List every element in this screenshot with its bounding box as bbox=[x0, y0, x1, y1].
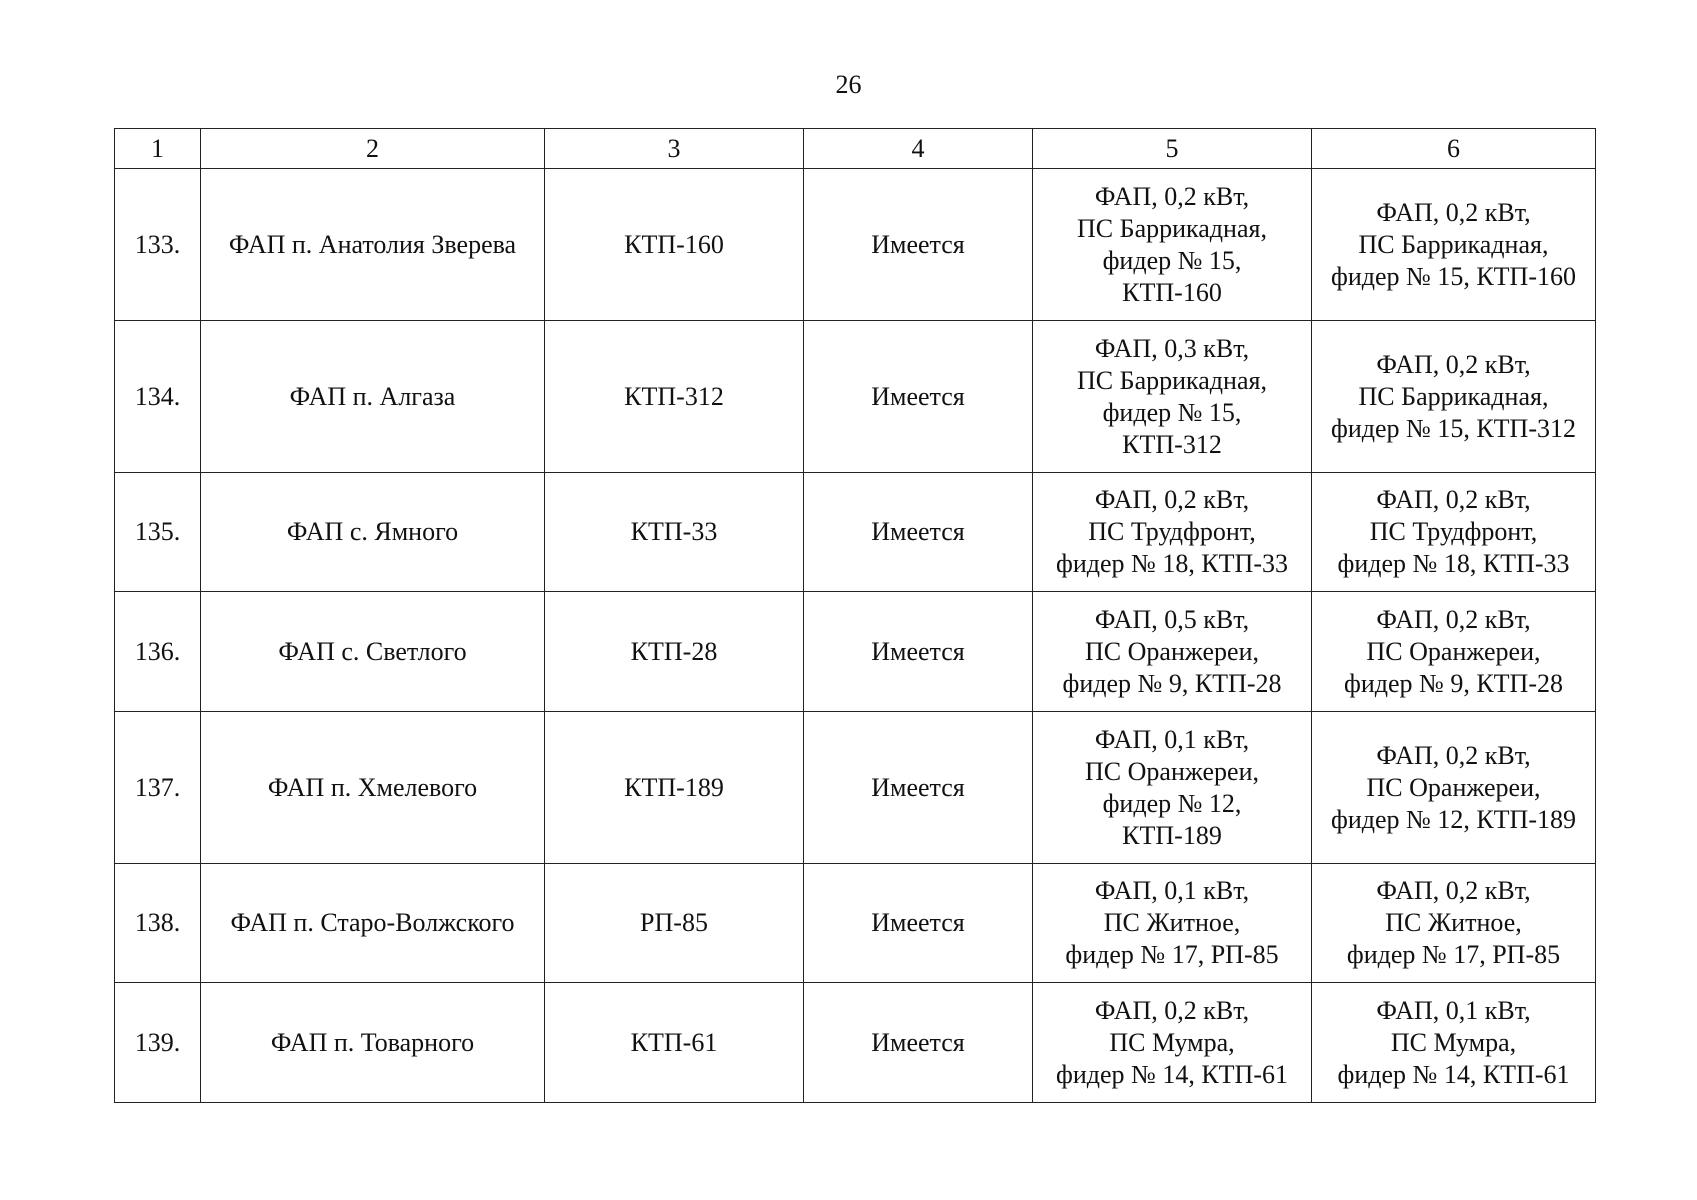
cell-line: КТП-312 bbox=[1122, 429, 1222, 459]
data-table bbox=[114, 128, 1596, 1103]
column-header-1: 1 bbox=[115, 129, 201, 169]
connection-planned bbox=[1312, 983, 1596, 1103]
cell-line: фидер № 15, bbox=[1102, 397, 1242, 427]
cell-line: фидер № 18, КТП-33 bbox=[1056, 549, 1288, 578]
row-number: 139. bbox=[115, 983, 201, 1103]
cell-line: ФАП, 0,2 кВт, bbox=[1376, 740, 1531, 770]
cell-line: ФАП, 0,3 кВт, bbox=[1094, 333, 1250, 363]
status: Имеется bbox=[804, 321, 1033, 473]
cell-line: КТП-160 bbox=[1122, 277, 1222, 307]
cell-line: фидер № 9, КТП-28 bbox=[1062, 668, 1282, 698]
cell-line: ПС Житное, bbox=[1385, 908, 1522, 937]
cell-line: ФАП, 0,1 кВт, bbox=[1376, 995, 1531, 1025]
row-number: 135. bbox=[115, 473, 201, 592]
connection-planned bbox=[1312, 169, 1596, 321]
connection-current bbox=[1033, 983, 1312, 1103]
cell-line: ПС Житное, bbox=[1103, 908, 1241, 937]
cell-line: ПС Оранжереи, bbox=[1085, 636, 1259, 666]
connection-current bbox=[1033, 712, 1312, 864]
row-number: 136. bbox=[115, 592, 201, 712]
table-row bbox=[115, 592, 1596, 712]
cell-line: ФАП, 0,2 кВт, bbox=[1094, 995, 1250, 1025]
table-row bbox=[115, 864, 1596, 983]
substation: КТП-160 bbox=[545, 169, 804, 321]
cell-line: фидер № 15, КТП-312 bbox=[1331, 413, 1576, 443]
row-number: 134. bbox=[115, 321, 201, 473]
cell-line: ФАП, 0,2 кВт, bbox=[1376, 349, 1531, 379]
facility-name: ФАП п. Старо-Волжского bbox=[201, 864, 545, 983]
column-header-6: 6 bbox=[1312, 129, 1596, 169]
connection-planned bbox=[1312, 473, 1596, 592]
substation: РП-85 bbox=[545, 864, 804, 983]
status: Имеется bbox=[804, 473, 1033, 592]
cell-line: ПС Баррикадная, bbox=[1077, 365, 1267, 395]
status: Имеется bbox=[804, 864, 1033, 983]
cell-line: ПС Баррикадная, bbox=[1077, 213, 1267, 243]
substation: КТП-28 bbox=[545, 592, 804, 712]
connection-current bbox=[1033, 473, 1312, 592]
cell-line: фидер № 17, РП-85 bbox=[1346, 940, 1561, 969]
cell-line: ФАП, 0,2 кВт, bbox=[1376, 485, 1531, 514]
cell-line: ФАП, 0,2 кВт, bbox=[1376, 604, 1531, 634]
facility-name: ФАП с. Ямного bbox=[201, 473, 545, 592]
column-header-3: 3 bbox=[545, 129, 804, 169]
cell-line: фидер № 15, КТП-160 bbox=[1331, 261, 1576, 291]
status: Имеется bbox=[804, 712, 1033, 864]
row-number: 138. bbox=[115, 864, 201, 983]
connection-current bbox=[1033, 169, 1312, 321]
column-header-5: 5 bbox=[1033, 129, 1312, 169]
cell-line: ПС Оранжереи, bbox=[1085, 756, 1259, 786]
cell-line: ФАП, 0,2 кВт, bbox=[1094, 181, 1250, 211]
table-row bbox=[115, 712, 1596, 864]
connection-planned bbox=[1312, 712, 1596, 864]
cell-line: фидер № 18, КТП-33 bbox=[1337, 549, 1570, 578]
table-row bbox=[115, 169, 1596, 321]
cell-line: ФАП, 0,5 кВт, bbox=[1094, 604, 1250, 634]
cell-line: ПС Оранжереи, bbox=[1366, 636, 1541, 666]
cell-line: фидер № 14, КТП-61 bbox=[1337, 1059, 1570, 1089]
facility-name: ФАП п. Алгаза bbox=[201, 321, 545, 473]
connection-current bbox=[1033, 321, 1312, 473]
connection-planned bbox=[1312, 864, 1596, 983]
substation: КТП-312 bbox=[545, 321, 804, 473]
table-row bbox=[115, 321, 1596, 473]
connection-current bbox=[1033, 592, 1312, 712]
cell-line: ФАП, 0,2 кВт, bbox=[1376, 197, 1531, 227]
cell-line: КТП-189 bbox=[1122, 820, 1222, 850]
cell-line: ФАП, 0,1 кВт, bbox=[1094, 876, 1250, 905]
cell-line: ФАП, 0,2 кВт, bbox=[1376, 876, 1531, 905]
cell-line: ПС Баррикадная, bbox=[1358, 229, 1549, 259]
cell-line: ПС Мумра, bbox=[1390, 1027, 1517, 1057]
connection-planned bbox=[1312, 592, 1596, 712]
cell-line: ПС Оранжереи, bbox=[1366, 772, 1541, 802]
facility-name: ФАП п. Хмелевого bbox=[201, 712, 545, 864]
cell-line: ФАП, 0,2 кВт, bbox=[1094, 485, 1250, 514]
facility-name: ФАП с. Светлого bbox=[201, 592, 545, 712]
cell-line: ПС Трудфронт, bbox=[1088, 517, 1256, 546]
cell-line: фидер № 12, bbox=[1102, 788, 1242, 818]
connection-current bbox=[1033, 864, 1312, 983]
header-row bbox=[115, 129, 1596, 169]
table-row bbox=[115, 473, 1596, 592]
cell-line: фидер № 14, КТП-61 bbox=[1056, 1059, 1288, 1089]
cell-line: фидер № 17, РП-85 bbox=[1065, 940, 1279, 969]
cell-line: фидер № 15, bbox=[1102, 245, 1242, 275]
cell-line: ПС Баррикадная, bbox=[1358, 381, 1549, 411]
connection-planned bbox=[1312, 321, 1596, 473]
status: Имеется bbox=[804, 983, 1033, 1103]
cell-line: ФАП, 0,1 кВт, bbox=[1094, 724, 1250, 754]
substation: КТП-61 bbox=[545, 983, 804, 1103]
column-header-2: 2 bbox=[201, 129, 545, 169]
page-number: 26 bbox=[835, 70, 862, 99]
substation: КТП-33 bbox=[545, 473, 804, 592]
row-number: 137. bbox=[115, 712, 201, 864]
table-row bbox=[115, 983, 1596, 1103]
cell-line: ПС Трудфронт, bbox=[1369, 517, 1538, 546]
cell-line: фидер № 12, КТП-189 bbox=[1331, 804, 1576, 834]
status: Имеется bbox=[804, 592, 1033, 712]
status: Имеется bbox=[804, 169, 1033, 321]
facility-name: ФАП п. Анатолия Зверева bbox=[201, 169, 545, 321]
row-number: 133. bbox=[115, 169, 201, 321]
cell-line: фидер № 9, КТП-28 bbox=[1344, 668, 1563, 698]
cell-line: ПС Мумра, bbox=[1109, 1027, 1235, 1057]
facility-name: ФАП п. Товарного bbox=[201, 983, 545, 1103]
column-header-4: 4 bbox=[804, 129, 1033, 169]
substation: КТП-189 bbox=[545, 712, 804, 864]
